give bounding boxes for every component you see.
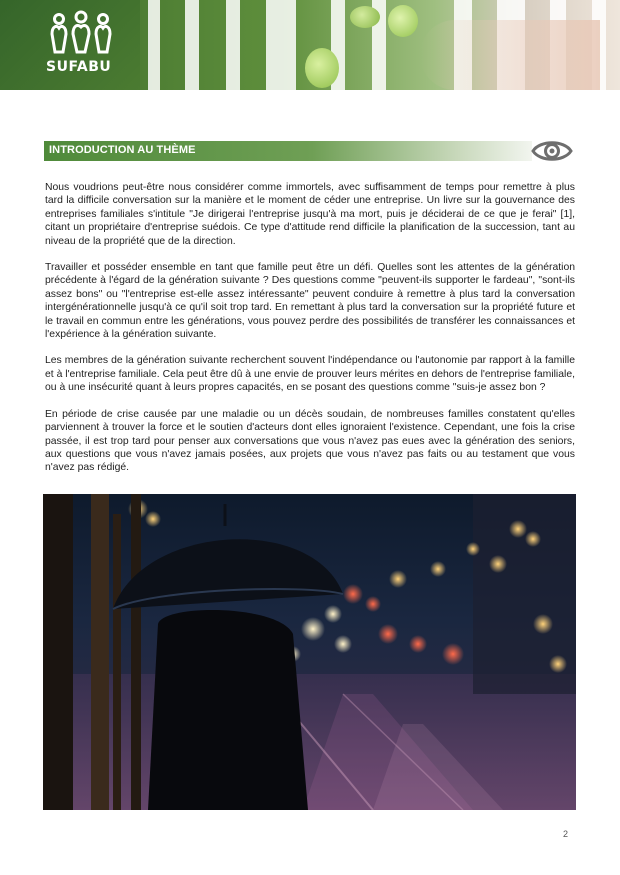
paragraph: Nous voudrions peut-être nous considérer comme immortels, avec suffisamment de temps pour remettre à plus tard la difficile conversation sur la manière et le moment de céder une entreprise. Un livre sur la gouvernance des entreprises familiales s'intitule "Je dirigerai l'entreprise jusqu'à ma mort, puis je déciderai de ce que je ferai" [1], citant un propriétaire d'entreprise suédois. Ce type d'attitude rend difficile la planification de la succession, tant au niveau de la propriété que de la direction. [45,182,575,247]
umbrella-photo [43,494,576,810]
banner-stripe [226,0,240,90]
logo[interactable] [0,0,140,90]
header-banner [0,0,620,90]
photo-illustration [43,494,576,810]
paragraph: Travailler et posséder ensemble en tant que famille peut être un défi. Quelles sont les attentes de la génération précédente à l'égard de la génération suivante ? Des questions comme "peuvent-ils supporter le fardeau", "sont-ils assez bons" ou "l'entreprise est-elle assez intéressante" peuvent conduire à remettre à plus tard la conversation intergénérationnelle jusqu'à ce qu'il soit trop tard. En remettant à plus tard la conversation sur la propriété future et le travail en commun entre les générations, vous pouvez perdre des possibilités de transférer les connaissances et l'expérience à la génération suivante. [45,262,575,341]
sprout-image [350,6,380,28]
banner-stripe [185,0,199,90]
eye-icon [531,137,573,165]
three-people-icon [49,10,113,56]
sprout-image [388,5,418,37]
section-title: INTRODUCTION AU THÈME [49,144,196,156]
main-content [45,181,575,488]
brand-name: SUFABU [46,59,112,75]
sprout-image [305,48,339,88]
banner-stripe [266,0,296,90]
hand-image [420,20,600,90]
paragraph: En période de crise causée par une maladie ou un décès soudain, de nombreuses familles constatent qu'elles parviennent à trouver la force et le soutien d'acteurs dont elles ignoraient l'existence. Cependant, une fois la crise passée, il est trop tard pour penser aux conversations que vous n'avez pas eues avec la génération des seniors, aux questions que vous n'avez jamais posées, aux projets que vous n'avez pas faits ou au testament que vous n'avez pas rédigé. [45,408,575,474]
banner-stripe [148,0,160,90]
page-number: 2 [563,829,569,839]
section-heading [44,141,532,161]
paragraph: Les membres de la génération suivante recherchent souvent l'indépendance ou l'autonomie par rapport à la famille et à l'entreprise familiale. Cela peut être dû à une envie de prouver leurs mérites en dehors de l'entreprise familiale, ou à une insécurité quant à leurs propres capacités, en se posant des questions comme "suis-je assez bon ? [45,355,575,394]
